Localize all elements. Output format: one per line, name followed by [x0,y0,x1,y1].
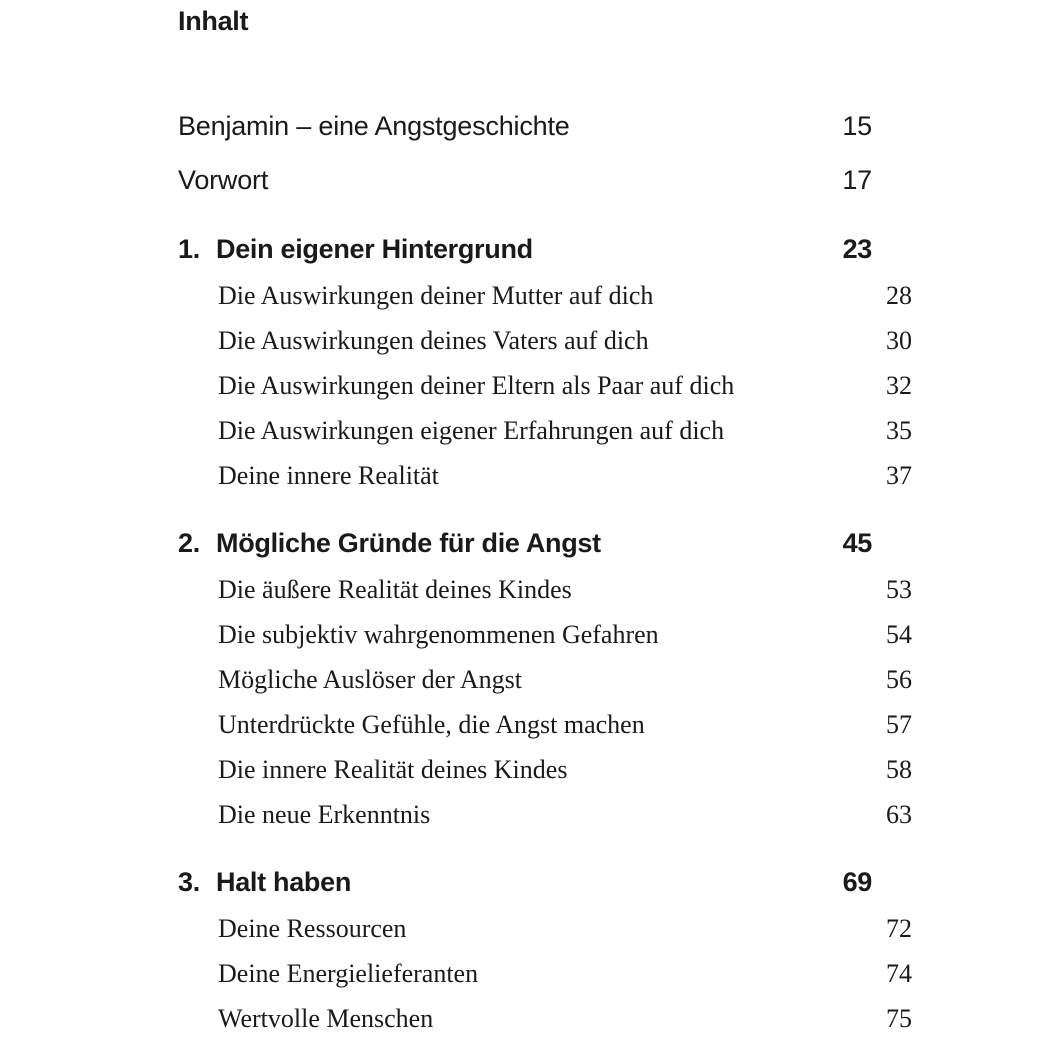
toc-sub-entry-page-number: 56 [886,665,912,694]
toc-sub-entry-page-number: 35 [886,416,912,445]
toc-chapter-number: 3. [178,867,200,897]
toc-sub-entry[interactable] [178,961,912,987]
toc-sub-entry-page-number: 63 [886,800,912,829]
toc-sub-entry-title: Wertvolle Menschen [218,1004,434,1033]
toc-sub-entry[interactable] [178,622,912,648]
toc-sub-entry-title: Deine Ressourcen [218,914,407,943]
toc-sub-entry-page-number: 53 [886,575,912,604]
toc-chapter-row[interactable] [178,869,872,896]
spacer [178,35,872,113]
toc-front-entry-label-wrap [178,113,570,140]
toc-sub-entry-title: Die neue Erkenntnis [218,800,431,829]
spacer [178,557,872,577]
page-title: Inhalt [178,6,249,36]
toc-sub-entry[interactable] [178,1006,912,1032]
toc-sub-entry-title: Die subjektiv wahrgenommenen Gefahren [218,620,659,649]
toc-sub-entry-page-number: 74 [886,959,912,988]
toc-sub-entry-title: Mögliche Auslöser der Angst [218,665,523,694]
toc-front-entry-page-number: 17 [842,165,872,195]
toc-chapter-title: Dein eigener Hintergrund [216,234,533,264]
toc-front-entry[interactable] [178,167,872,194]
toc-sub-entry[interactable] [178,283,912,309]
toc-sub-entry-title: Die äußere Realität deines Kindes [218,575,572,604]
toc-sub-entry[interactable] [178,757,912,783]
spacer [178,140,872,167]
toc-chapter-row[interactable] [178,236,872,263]
toc-sub-entry-page-number: 32 [886,371,912,400]
toc-sub-entry-page-number: 75 [886,1004,912,1033]
toc-sub-entry-page-number: 72 [886,914,912,943]
toc-sub-entry[interactable] [178,712,912,738]
toc-chapter-number: 1. [178,234,200,264]
toc-sub-entry-title: Die Auswirkungen deines Vaters auf dich [218,326,649,355]
spacer [178,194,872,236]
toc-sub-entry-page-number: 57 [886,710,912,739]
toc-sub-entry-page-number: 28 [886,281,912,310]
toc-front-entry-title: Benjamin – eine Angstgeschichte [178,111,570,141]
toc-chapter-page-number: 45 [842,528,872,558]
toc-front-entry-title: Vorwort [178,165,269,195]
toc-sub-entry-title: Deine innere Realität [218,461,439,490]
toc-sub-entry[interactable] [178,328,912,354]
toc-sub-entry[interactable] [178,802,912,828]
toc-sub-entry[interactable] [178,373,912,399]
toc-chapter-number: 2. [178,528,200,558]
spacer [178,896,872,916]
toc-sub-entry-title: Die Auswirkungen deiner Eltern als Paar auf dich [218,371,735,400]
toc-sub-entry[interactable] [178,418,912,444]
spacer [178,263,872,283]
toc-sub-entry[interactable] [178,463,912,489]
toc-sub-entry-page-number: 54 [886,620,912,649]
toc-sub-entry-title: Deine Energielieferanten [218,959,479,988]
toc-sub-entry-page-number: 30 [886,326,912,355]
spacer [178,828,872,869]
toc-sub-entry[interactable] [178,577,912,603]
toc-chapter-title: Mögliche Gründe für die Angst [216,528,601,558]
toc-sub-entry[interactable] [178,667,912,693]
toc-front-entry-page-number: 15 [842,111,872,141]
toc-sub-entry-title: Die Auswirkungen deiner Mutter auf dich [218,281,654,310]
toc-chapter-row[interactable] [178,530,872,557]
toc-front-entry-label-wrap [178,167,268,194]
toc-chapter-page-number: 23 [842,234,872,264]
toc-sub-entry-page-number: 37 [886,461,912,490]
toc-sub-entry-title: Unterdrückte Gefühle, die Angst machen [218,710,645,739]
toc-sub-entry-title: Die Auswirkungen eigener Erfahrungen auf dich [218,416,725,445]
toc-sub-entry-page-number: 58 [886,755,912,784]
spacer [178,489,872,530]
toc-chapter-page-number: 69 [842,867,872,897]
toc-sub-entry[interactable] [178,916,912,942]
toc-front-entry[interactable] [178,113,872,140]
toc-chapter-title: Halt haben [216,867,352,897]
toc-sub-entry-title: Die innere Realität deines Kindes [218,755,568,784]
table-of-contents [178,0,912,1033]
